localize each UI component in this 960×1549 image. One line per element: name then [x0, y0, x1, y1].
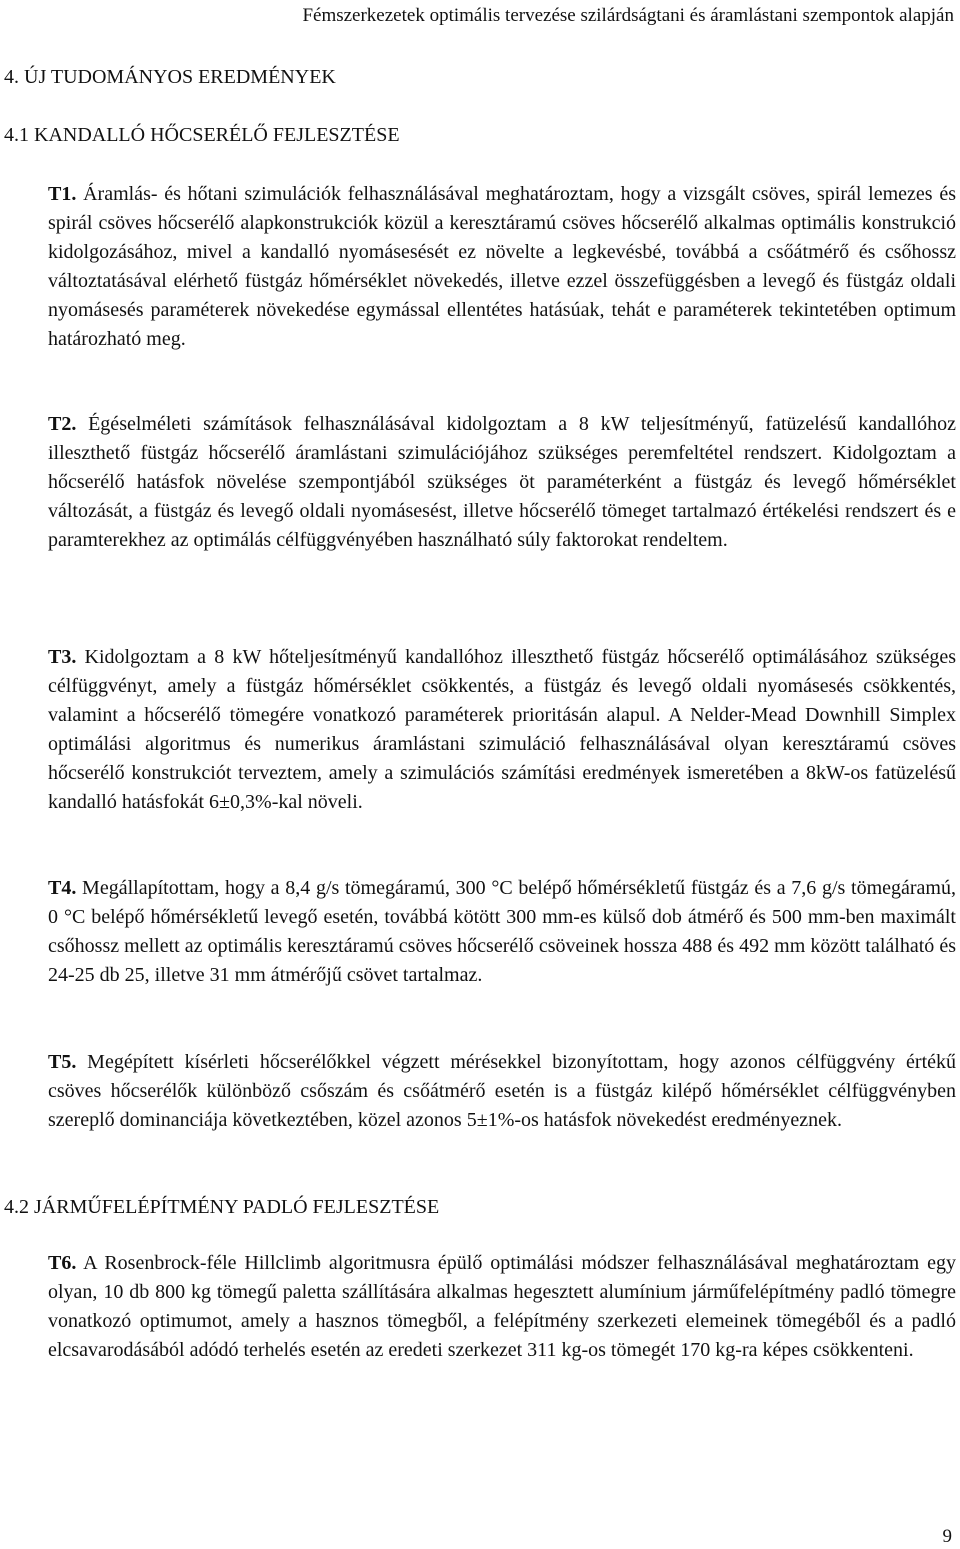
subsection-title-floor: 4.2 JÁRMŰFELÉPÍTMÉNY PADLÓ FEJLESZTÉSE	[4, 1196, 440, 1218]
thesis-text: Megépített kísérleti hőcserélőkkel végzett mérésekkel bizonyítottam, hogy azonos célfüggvény értékű csöves hőcserélők különböző csőszám és csőátmérő esetén is a füstgáz kilépő hőmérséklet célfüggvényben szereplő dominanciája következtében, közel azonos 5±1%-os hatásfok növekedést eredményeznek.	[48, 1051, 956, 1131]
running-header: Fémszerkezetek optimális tervezése szilárdságtani és áramlástani szempontok alapján	[302, 5, 954, 26]
thesis-t6	[48, 1249, 956, 1365]
section-title: 4. ÚJ TUDOMÁNYOS EREDMÉNYEK	[4, 66, 336, 88]
page-number: 9	[942, 1526, 952, 1547]
thesis-text: Kidolgoztam a 8 kW hőteljesítményű kandallóhoz illeszthető füstgáz hőcserélő optimálásához szükséges célfüggvényt, amely a füstgáz hőmérséklet csökkentés, a füstgáz és levegő oldali nyomásesés csökkentés, valamint a hőcserélő tömegére vonatkozó paraméterek prioritásán alapul. A Nelder-Mead Downhill Simplex optimálási algoritmus és numerikus áramlástani szimuláció felhasználásával olyan keresztáramú csöves hőcserélő konstrukciót terveztem, amely a szimulációs számítási eredmények ismeretében a 8kW-os fatüzelésű kandalló hatásfokát 6±0,3%-kal növeli.	[48, 646, 956, 813]
thesis-text: Égéselméleti számítások felhasználásával kidolgoztam a 8 kW teljesítményű, fatüzelésű kandallóhoz illeszthető füstgáz hőcserélő áramlástani szimulációjához szükséges peremfeltétel rendszert. Kidolgoztam a hőcserélő hatásfok növelése szempontjából szükséges öt paraméterként a füstgáz és levegő hőmérséklet változását, a füstgáz és levegő oldali nyomásesést, illetve hőcserélő tömeget tartalmazó értékelési rendszert és e paramterekhez az optimálás célfüggvényében használható súly faktorokat rendeltem.	[48, 413, 956, 551]
thesis-label: T3.	[48, 646, 77, 668]
thesis-label: T1.	[48, 183, 77, 205]
thesis-label: T4.	[48, 877, 77, 899]
thesis-text: A Rosenbrock-féle Hillclimb algoritmusra épülő optimálási módszer felhasználásával meghatároztam egy olyan, 10 db 800 kg tömegű paletta szállítására alkalmas hegesztett alumínium járműfelépítmény padló tömegre vonatkozó optimumot, amely a hasznos tömegből, a felépítmény szerkezeti elemeinek tömegéből és a padló elcsavarodásából adódó terhelés esetén az eredeti szerkezet 311 kg-os tömegét 170 kg-ra képes csökkenteni.	[48, 1252, 956, 1361]
thesis-label: T5.	[48, 1051, 77, 1073]
thesis-text: Megállapítottam, hogy a 8,4 g/s tömegáramú, 300 °C belépő hőmérsékletű füstgáz és a 7,6 g/s tömegáramú, 0 °C belépő hőmérsékletű levegő esetén, továbbá kötött 300 mm-es külső dob átmérő és 500 mm-ben maximált csőhossz mellett az optimális keresztáramú csöves hőcserélő csöveinek hossza 488 és 492 mm között található és 24-25 db 25, illetve 31 mm átmérőjű csövet tartalmaz.	[48, 877, 956, 986]
subsection-title-fireplace: 4.1 KANDALLÓ HŐCSERÉLŐ FEJLESZTÉSE	[4, 124, 400, 146]
thesis-t1	[48, 180, 956, 354]
thesis-t3	[48, 643, 956, 817]
thesis-t5	[48, 1048, 956, 1135]
thesis-t2	[48, 410, 956, 555]
thesis-t4	[48, 874, 956, 990]
thesis-label: T6.	[48, 1252, 77, 1274]
thesis-text: Áramlás- és hőtani szimulációk felhasználásával meghatároztam, hogy a vizsgált csöves, spirál lemezes és spirál csöves hőcserélő alapkonstrukciók közül a keresztáramú csöves hőcserélő alkalmas optimális konstrukció kidolgozásához, mivel a kandalló nyomásesését ez növelte a legkevésbé, továbbá a csőátmérő és csőhossz változtatásával elérhető füstgáz hőmérséklet növekedés, illetve ezzel összefüggésben a levegő és füstgáz oldali nyomásesés paraméterek növekedése egymással ellentétes hatásúak, tehát e paraméterek tekintetében optimum határozható meg.	[48, 183, 956, 350]
thesis-label: T2.	[48, 413, 77, 435]
